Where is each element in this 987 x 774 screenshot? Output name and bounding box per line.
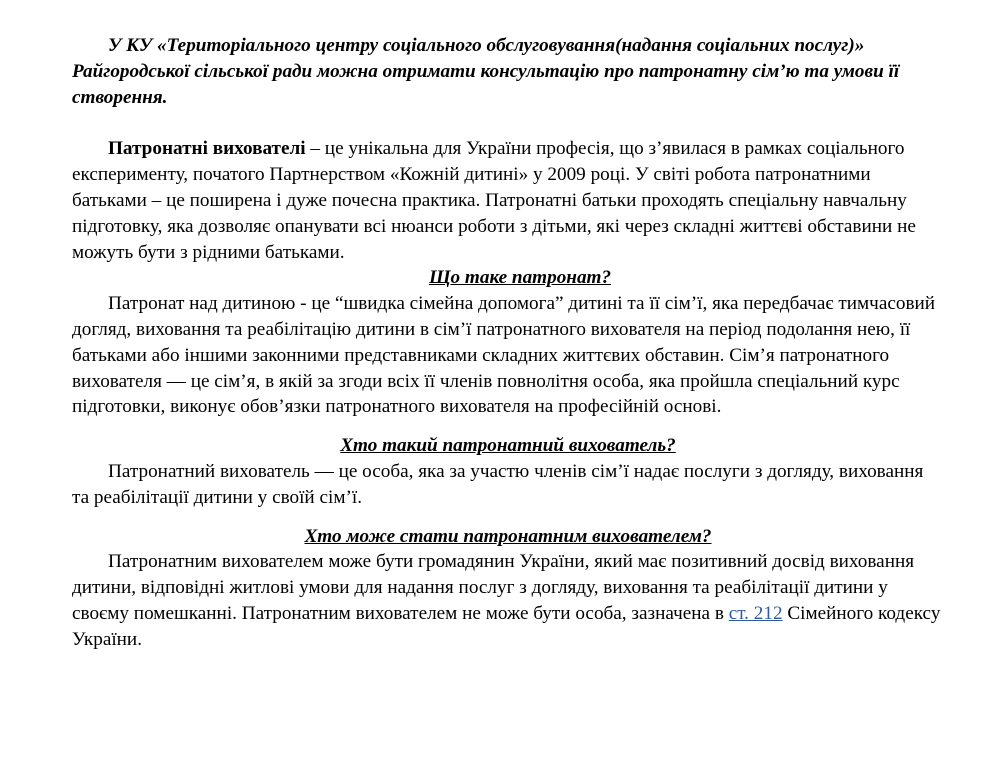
heading-what-is-patronage: Що таке патронат? [428,267,612,289]
spacer [72,110,944,136]
eligibility-text: Патронатним вихователем може бути громадянин України, який має позитивний досвід виховання дитини, відповідні житлові умови для надання послуг з догляду, виховання та реабілітації дитини у своєму помешканні. Патронатним вихователем не може бути особа, зазначена в [72,551,915,624]
heading-who-can-become: Хто може стати патронатним вихователем? [304,525,712,547]
foster-educators-paragraph [72,136,944,265]
foster-educators-text: – це унікальна для України професія, що з’явилася в рамках соціального експерименту, початого Партнерством «Кожній дитині» у 2009 році. У світі робота патронатними батьками – це поширена і дуже почесна практика. Патронатні батьки проходять спеціальну навчальну підготовку, яка дозволяє опанувати всі нюанси роботи з дітьми, які через складні життєві обставини не можуть бути з рідними батьками. [72,138,916,263]
document-page [72,33,944,653]
foster-educator-definition-paragraph: Патронатний вихователь — це особа, яка за участю членів сім’ї надає послуги з догляду, виховання та реабілітації дитини у своїй сім’ї. [72,460,924,508]
heading-who-is-foster-educator: Хто такий патронатний вихователь? [340,435,676,457]
eligibility-paragraph [72,549,944,652]
spacer [72,420,944,433]
spacer [72,511,944,524]
foster-educators-term: Патронатні вихователі [108,138,306,160]
intro-paragraph: У КУ «Територіального центру соціального обслуговування(надання соціальних послуг)» Райгородської сільської ради можна отримати консультацію про патронатну сім’ю та умови її створення. [72,35,900,108]
patronage-paragraph: Патронат над дитиною - це “швидка сімейна допомога” дитині та її сім’ї, яка передбачає тимчасовий догляд, виховання та реабілітацію дитини в сім’ї патронатного вихователя на період подолання нею, її батьками або іншими законними представниками складних життєвих обставин. Сім’я патронатного вихователя — це сім’я, в якій за згоди всіх її членів повнолітня особа, яка пройшла спеціальний курс підготовки, виконує обов’язки патронатного вихователя на професійній основі. [72,293,936,418]
eligibility-text-end: Сімейного кодексу України. [72,602,941,650]
family-code-article-link[interactable]: ст. 212 [728,602,783,624]
